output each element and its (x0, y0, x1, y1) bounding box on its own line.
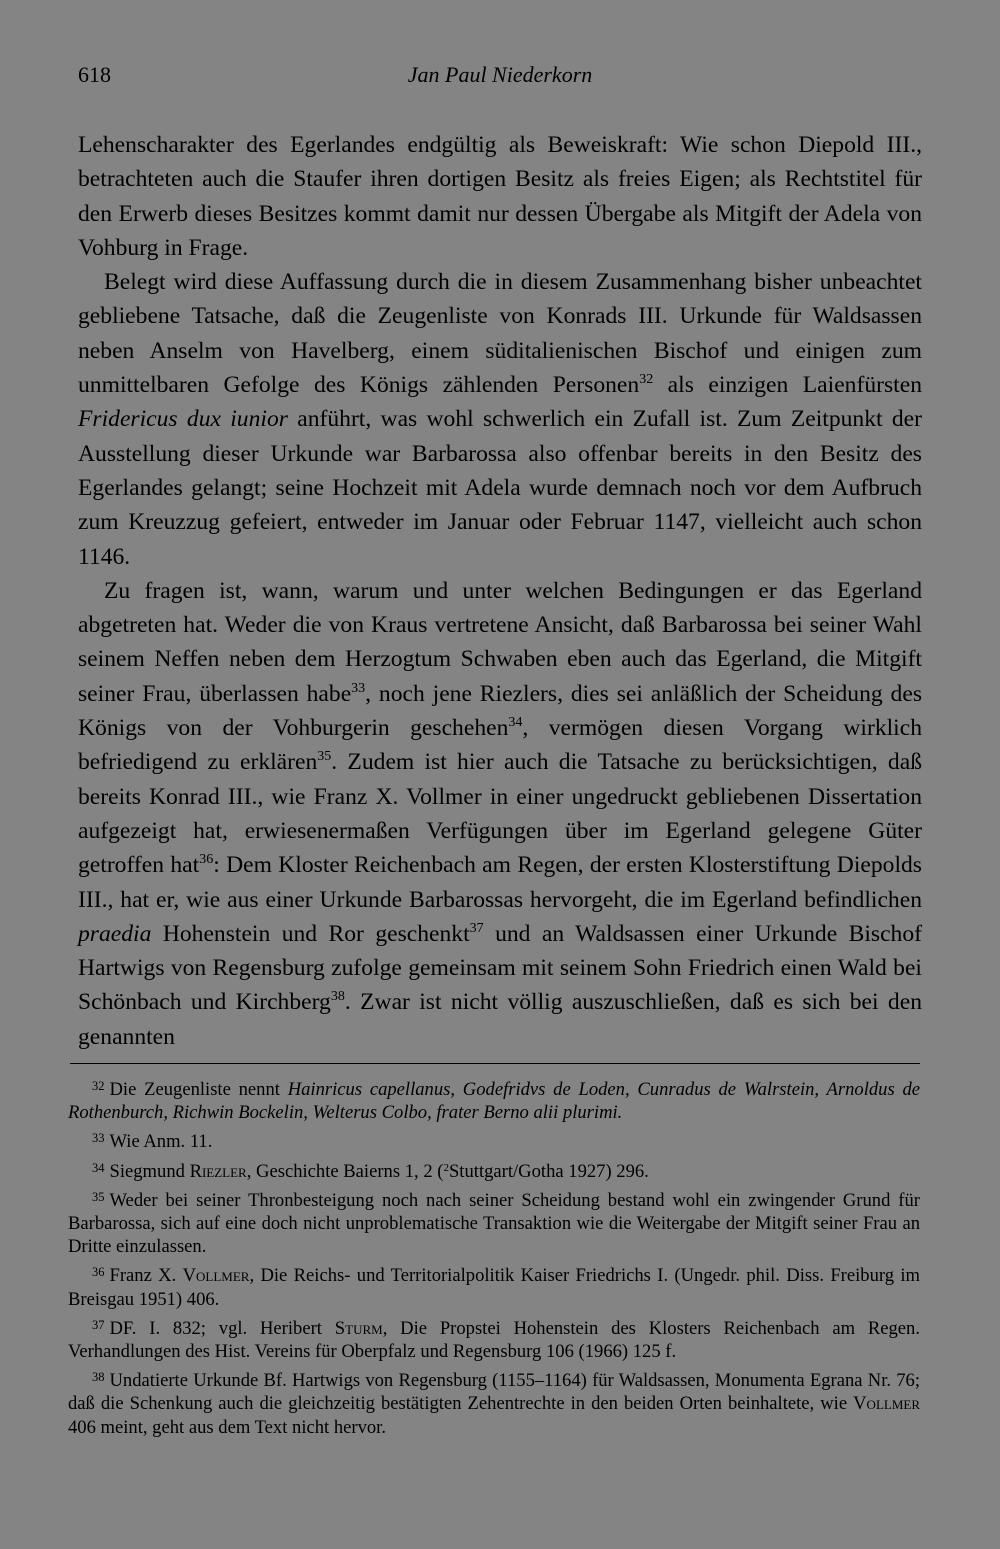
footnote-text: DF. I. 832; vgl. Heribert (109, 1317, 335, 1339)
footnote-ref-33: 33 (351, 680, 366, 696)
footnotes (68, 1075, 920, 1442)
footnote-text: , Geschichte Baierns 1, 2 ( (246, 1160, 444, 1182)
footnote-text: 406 meint, geht aus dem Text nicht hervor. (68, 1416, 386, 1438)
text-run: Hohenstein und Ror geschenkt (151, 920, 470, 947)
footnote-text: Weder bei seiner Thronbesteigung noch nach seiner Scheidung bestand wohl ein zwingender Grund für Barbarossa, sich auf eine doch nicht unproblematische Transaktion wie die Weitergabe der Mitgift seiner Frau an Dritte einzulassen. (68, 1189, 920, 1258)
footnote-text: Siegmund (109, 1160, 190, 1182)
page-number: 618 (78, 62, 111, 87)
footnote-separator (70, 1063, 920, 1064)
author-name: Vollmer (853, 1393, 920, 1415)
italic-run: praedia (78, 920, 152, 947)
footnote-number: 32 (92, 1079, 105, 1093)
footnote-ref-35: 35 (317, 749, 332, 765)
footnote-ref-37: 37 (469, 920, 484, 936)
text-run: Belegt wird diese Auffassung durch die in diesem Zusammenhang bisher unbeachtet gebliebene Tatsache, daß die Zeugenliste von Konrads III. Urkunde für Waldsassen neben Anselm von Havelberg, einem süditalienischen Bischof und einigen zum unmittelbaren Gefolge des Königs zählenden Personen (78, 269, 922, 399)
footnote-35 (68, 1186, 920, 1259)
paragraph-2 (78, 265, 922, 574)
author-name: Sturm (334, 1317, 383, 1339)
paragraph-1: Lehenscharakter des Egerlandes endgültig als Beweiskraft: Wie schon Diepold III., betrachteten auch die Staufer ihren dortigen Besitz als freies Eigen; als Rechtstitel für den Erwerb dieses Besitzes kommt damit nur dessen Übergabe als Mitgift der Adela von Vohburg in Frage. (78, 132, 922, 261)
running-title: Jan Paul Niederkorn (407, 62, 593, 87)
text-run: anführt, was wohl schwerlich ein Zufall ist. Zum Zeitpunkt der Ausstellung dieser Urkunde war Barbarossa also offenbar bereits in den Besitz des Egerlandes gelangt; seine Hochzeit mit Adela wurde demnach noch vor dem Aufbruch zum Kreuzzug gefeiert, entweder im Januar oder Februar 1147, vielleicht auch schon 1146. (78, 406, 922, 570)
text-run: . Zwar ist nicht völlig auszuschließen, daß es sich bei den genannten (78, 989, 922, 1050)
footnote-38 (68, 1366, 920, 1439)
footnote-ref-36: 36 (199, 852, 214, 868)
footnote-36 (68, 1261, 920, 1310)
text-run: : Dem Kloster Reichenbach am Regen, der ersten Klosterstiftung Diepolds III., hat er, wie aus einer Urkunde Barbarossas hervorgeht, die im Egerland befindlichen (78, 852, 922, 913)
footnote-text: Undatierte Urkunde Bf. Hartwigs von Regensburg (1155–1164) für Waldsassen, Monumenta Egrana Nr. 76; daß die Schenkung auch die gleichzeitig bestätigten Zehentrechte in den beiden Orten beinhaltete, wie (68, 1370, 920, 1415)
footnote-text: , Die Reichs- und Territorialpolitik Kaiser Friedrichs I. (Ungedr. phil. Diss. Freiburg im Breisgau 1951) 406. (68, 1265, 920, 1310)
footnote-italic: Hainricus capellanus, Godefridvs de Loden, Cunradus de Walrstein, Arnoldus de Rothenburch, Richwin Bockelin, Welterus Colbo, frater Berno alii plurimi. (68, 1079, 920, 1124)
text-run: , vermögen diesen Vorgang wirklich befriedigend zu erklären (78, 715, 922, 776)
footnote-number: 35 (92, 1189, 105, 1204)
text-run: Zu fragen ist, wann, warum und unter welchen Bedingungen er das Egerland abgetreten hat. Weder die von Kraus vertretene Ansicht, daß Barbarossa bei seiner Wahl seinem Neffen neben dem Herzogtum Schwaben eben auch das Egerland, die Mitgift seiner Frau, überlassen habe (78, 577, 922, 707)
footnote-ref-32: 32 (639, 372, 654, 388)
footnote-text: Die Zeugenliste nennt (109, 1079, 288, 1100)
footnote-text: , Die Propstei Hohenstein des Klosters Reichenbach am Regen. Verhandlungen des Hist. Vereins für Oberpfalz und Regensburg 106 (1966) 125 f. (68, 1317, 921, 1363)
footnote-ref-34: 34 (508, 715, 523, 731)
footnote-text: Wie Anm. 11. (109, 1131, 213, 1153)
footnote-number: 36 (92, 1265, 105, 1280)
main-text (78, 128, 922, 1054)
author-name: Riezler (189, 1160, 247, 1182)
footnote-number: 34 (92, 1160, 105, 1175)
footnote-37 (68, 1314, 920, 1363)
footnote-32 (68, 1075, 920, 1124)
edition-superscript: 2 (443, 1161, 449, 1174)
footnote-text: Stuttgart/Gotha 1927) 296. (448, 1160, 649, 1182)
italic-run: Fridericus dux iunior (78, 406, 288, 433)
footnote-number: 37 (92, 1317, 105, 1332)
footnote-ref-38: 38 (330, 989, 345, 1005)
footnote-number: 38 (92, 1370, 105, 1385)
author-name: Vollmer (182, 1265, 250, 1287)
footnote-text: Franz X. (109, 1265, 183, 1287)
running-head (78, 62, 922, 92)
footnote-34 (68, 1157, 920, 1183)
footnote-33 (68, 1127, 920, 1153)
text-run: , noch jene Riezlers, dies sei anläßlich der Scheidung des Königs von der Vohburgerin geschehen (78, 680, 922, 742)
footnote-number: 33 (92, 1131, 105, 1146)
text-run: . Zudem ist hier auch die Tatsache zu berücksichtigen, daß bereits Konrad III., wie Franz X. Vollmer in einer ungedruckt gebliebenen Dissertation aufgezeigt hat, erwiesenermaßen Verfügungen über im Egerland gelegene Güter getroffen hat (78, 749, 922, 879)
text-run: und an Waldsassen einer Urkunde Bischof Hartwigs von Regensburg zufolge gemeinsam mit seinem Sohn Friedrich einen Wald bei Schönbach und Kirchberg (78, 920, 923, 1016)
text-run: als einzigen Laienfürsten (653, 372, 922, 399)
paragraph-3 (78, 574, 922, 1054)
